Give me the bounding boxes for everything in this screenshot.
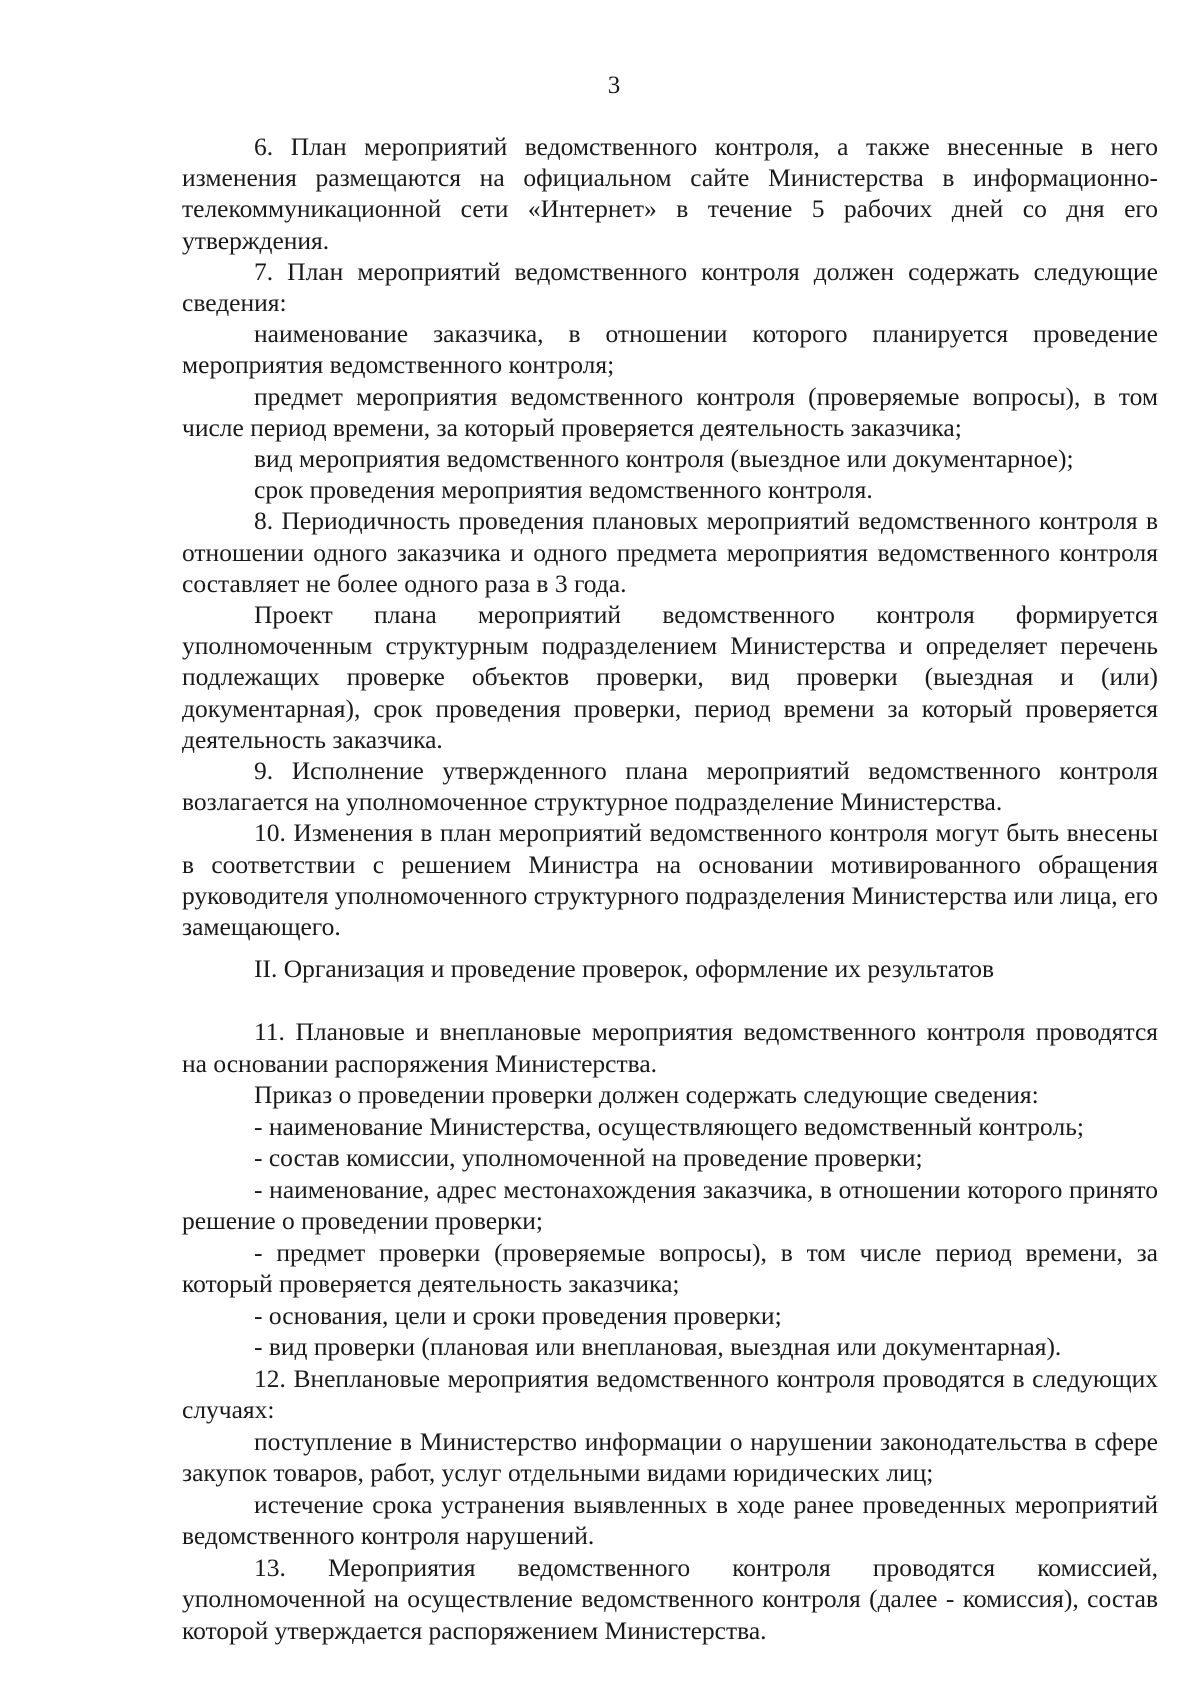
paragraph-plan-draft: Проект плана мероприятий ведомственного контроля формируется уполномоченным структурным подразделением Министерства и определяет перечень подлежащих проверке объектов проверки, вид проверки (выездная и (или) документарная), срок проведения проверки, период времени за который проверяется деятельность заказчика. [182, 600, 1158, 754]
list-item-deadline-expired: истечение срока устранения выявленных в ходе ранее проведенных мероприятий ведомственного контроля нарушений. [182, 1489, 1158, 1550]
list-item-check-type: - вид проверки (плановая или внеплановая, выездная или документарная). [254, 1332, 1062, 1361]
paragraph-7: 7. План мероприятий ведомственного контроля должен содержать следующие сведения: [182, 256, 1158, 318]
paragraph-10: 10. Изменения в план мероприятий ведомственного контроля могут быть внесены в соответствии с решением Министра на основании мотивированного обращения руководителя уполномоченного структурного подразделения Министерства или лица, его замещающего. [182, 818, 1158, 942]
paragraph-9: 9. Исполнение утвержденного плана мероприятий ведомственного контроля возлагается на уполномоченное структурное подразделение Министерства. [182, 756, 1158, 817]
list-item-grounds: - основания, цели и сроки проведения проверки; [254, 1300, 782, 1330]
list-item-customer-name: наименование заказчика, в отношении которого планируется проведение мероприятия ведомственного контроля; [182, 319, 1158, 380]
paragraph-12: 12. Внеплановые мероприятия ведомственного контроля проводятся в следующих случаях: [182, 1363, 1158, 1424]
list-item-subject: предмет мероприятия ведомственного контроля (проверяемые вопросы), в том числе период времени, за который проверяется деятельность заказчика; [182, 381, 1158, 442]
body-text-part1 [182, 131, 1158, 942]
paragraph-6: 6. План мероприятий ведомственного контроля, а также внесенные в него изменения размещаются на официальном сайте Министерства в информационно-телекоммуникационной сети «Интернет» в течение 5 рабочих дней со дня его утверждения. [182, 132, 1158, 255]
list-item-term: срок проведения мероприятия ведомственного контроля. [254, 475, 873, 505]
list-item-information-received: поступление в Министерство информации о нарушении законодательства в сфере закупок товаров, работ, услуг отдельными видами юридических лиц; [182, 1426, 1158, 1487]
page-number: 3 [607, 72, 621, 99]
body-text-part2 [182, 1016, 1158, 1646]
list-item-commission: - состав комиссии, уполномоченной на проведение проверки; [254, 1143, 923, 1172]
paragraph-11: 11. Плановые и внеплановые мероприятия ведомственного контроля проводятся на основании распоряжения Министерства. [182, 1017, 1158, 1078]
paragraph-13: 13. Мероприятия ведомственного контроля проводятся комиссией, уполномоченной на осуществление ведомственного контроля (далее - комиссия), состав которой утверждается распоряжением Министерства. [182, 1552, 1158, 1645]
list-item-ministry-name: - наименование Министерства, осуществляющего ведомственный контроль; [254, 1111, 1084, 1141]
list-item-customer-address: - наименование, адрес местонахождения заказчика, в отношении которого принято решение о проведении проверки; [182, 1174, 1158, 1235]
list-item-type: вид мероприятия ведомственного контроля (выездное или документарное); [254, 444, 1074, 474]
paragraph-8: 8. Периодичность проведения плановых мероприятий ведомственного контроля в отношении одного заказчика и одного предмета мероприятия ведомственного контроля составляет не более одного раза в 3 года. [182, 506, 1158, 598]
list-item-check-subject: - предмет проверки (проверяемые вопросы), в том числе период времени, за который проверяется деятельность заказчика; [182, 1237, 1158, 1298]
section-heading: II. Организация и проведение проверок, оформление их результатов [254, 954, 995, 983]
paragraph-order-contents: Приказ о проведении проверки должен содержать следующие сведения: [254, 1080, 1039, 1109]
